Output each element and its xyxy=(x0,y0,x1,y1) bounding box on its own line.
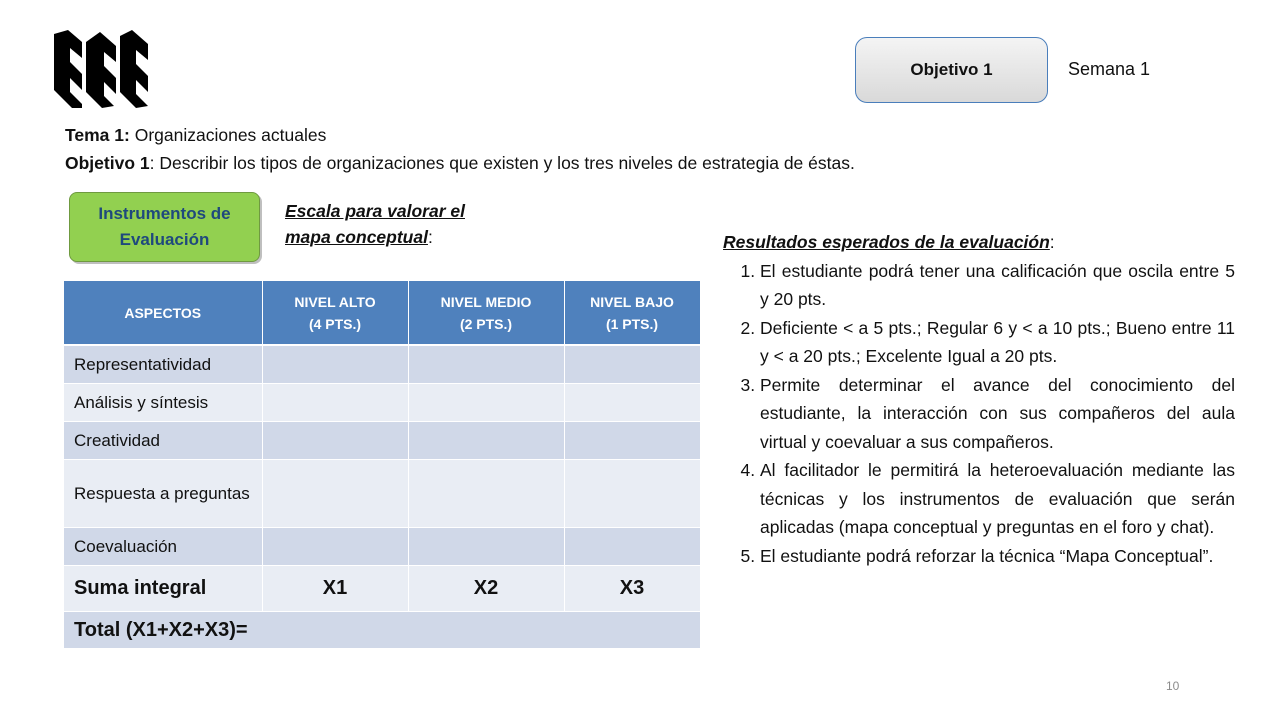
rubric-header-medium: NIVEL MEDIO (2 PTS.) xyxy=(408,281,564,345)
table-row xyxy=(64,422,700,460)
results-title xyxy=(723,228,1235,257)
score-cell[interactable] xyxy=(564,528,700,566)
score-cell[interactable] xyxy=(408,384,564,422)
rubric-header-aspects: ASPECTOS xyxy=(64,281,262,345)
instruments-button-line1: Instrumentos de xyxy=(98,204,231,223)
expected-results xyxy=(723,228,1235,570)
table-row xyxy=(64,460,700,528)
score-cell[interactable] xyxy=(408,422,564,460)
scale-title-text: Escala para valorar el mapa conceptual xyxy=(285,201,465,247)
instruments-button[interactable] xyxy=(69,192,260,262)
list-item: 2. Deficiente < a 5 pts.; Regular 6 y < a 10 pts.; Bueno entre 11 y < a 20 pts.; Excelente Igual a 20 pts. xyxy=(760,314,1235,371)
rubric-header-low: NIVEL BAJO (1 PTS.) xyxy=(564,281,700,345)
results-title-suffix: : xyxy=(1049,232,1055,252)
topic-label: Tema 1: xyxy=(65,125,130,145)
aspect-cell: Creatividad xyxy=(64,422,262,460)
list-item: 5. El estudiante podrá reforzar la técnica “Mapa Conceptual”. xyxy=(760,542,1235,571)
sum-row xyxy=(64,566,700,612)
aspect-cell: Análisis y síntesis xyxy=(64,384,262,422)
score-cell[interactable] xyxy=(564,460,700,528)
week-label: Semana 1 xyxy=(1068,59,1151,79)
topic-line xyxy=(65,121,855,149)
table-row xyxy=(64,345,700,384)
list-item: 1. El estudiante podrá tener una calificación que oscila entre 5 y 20 pts. xyxy=(760,257,1235,314)
topic-text: Organizaciones actuales xyxy=(129,125,327,145)
scale-title-suffix: : xyxy=(427,227,433,247)
aspect-cell: Representatividad xyxy=(64,345,262,384)
rubric-table xyxy=(64,281,701,649)
score-cell[interactable] xyxy=(408,345,564,384)
score-cell[interactable] xyxy=(564,345,700,384)
total-label: Total (X1+X2+X3)= xyxy=(64,612,700,649)
sum-x3: X3 xyxy=(564,566,700,612)
score-cell[interactable] xyxy=(262,384,408,422)
instruments-button-line2: Evaluación xyxy=(119,230,210,249)
objective-label: Objetivo 1 xyxy=(65,153,150,173)
results-title-text: Resultados esperados de la evaluación xyxy=(723,232,1050,252)
sum-label: Suma integral xyxy=(64,566,262,612)
table-row xyxy=(64,528,700,566)
topic-block xyxy=(65,121,855,177)
list-item: 4. Al facilitador le permitirá la heteroevaluación mediante las técnicas y los instrumentos de evaluación que serán aplicadas (mapa conceptual y preguntas en el foro y chat). xyxy=(760,456,1235,542)
score-cell[interactable] xyxy=(262,460,408,528)
score-cell[interactable] xyxy=(408,528,564,566)
objective-text: : Describir los tipos de organizaciones que existen y los tres niveles de estrategia de éstas. xyxy=(149,153,855,173)
objective-badge[interactable]: Objetivo 1 xyxy=(855,37,1048,103)
score-cell[interactable] xyxy=(564,384,700,422)
score-cell[interactable] xyxy=(262,422,408,460)
total-row xyxy=(64,612,700,649)
page-number: 10 xyxy=(1166,679,1180,693)
aspect-cell: Respuesta a preguntas xyxy=(64,460,262,528)
score-cell[interactable] xyxy=(408,460,564,528)
objective-line xyxy=(65,149,855,177)
score-cell[interactable] xyxy=(262,345,408,384)
university-logo xyxy=(52,28,150,110)
rubric-header-row xyxy=(64,281,700,345)
score-cell[interactable] xyxy=(564,422,700,460)
score-cell[interactable] xyxy=(262,528,408,566)
table-row xyxy=(64,384,700,422)
aspect-cell: Coevaluación xyxy=(64,528,262,566)
results-list xyxy=(723,257,1235,571)
scale-title xyxy=(285,198,510,250)
list-item: 3. Permite determinar el avance del conocimiento del estudiante, la interacción con sus compañeros del aula virtual y coevaluar a sus compañeros. xyxy=(760,371,1235,457)
sum-x2: X2 xyxy=(408,566,564,612)
rubric-header-high: NIVEL ALTO (4 PTS.) xyxy=(262,281,408,345)
sum-x1: X1 xyxy=(262,566,408,612)
